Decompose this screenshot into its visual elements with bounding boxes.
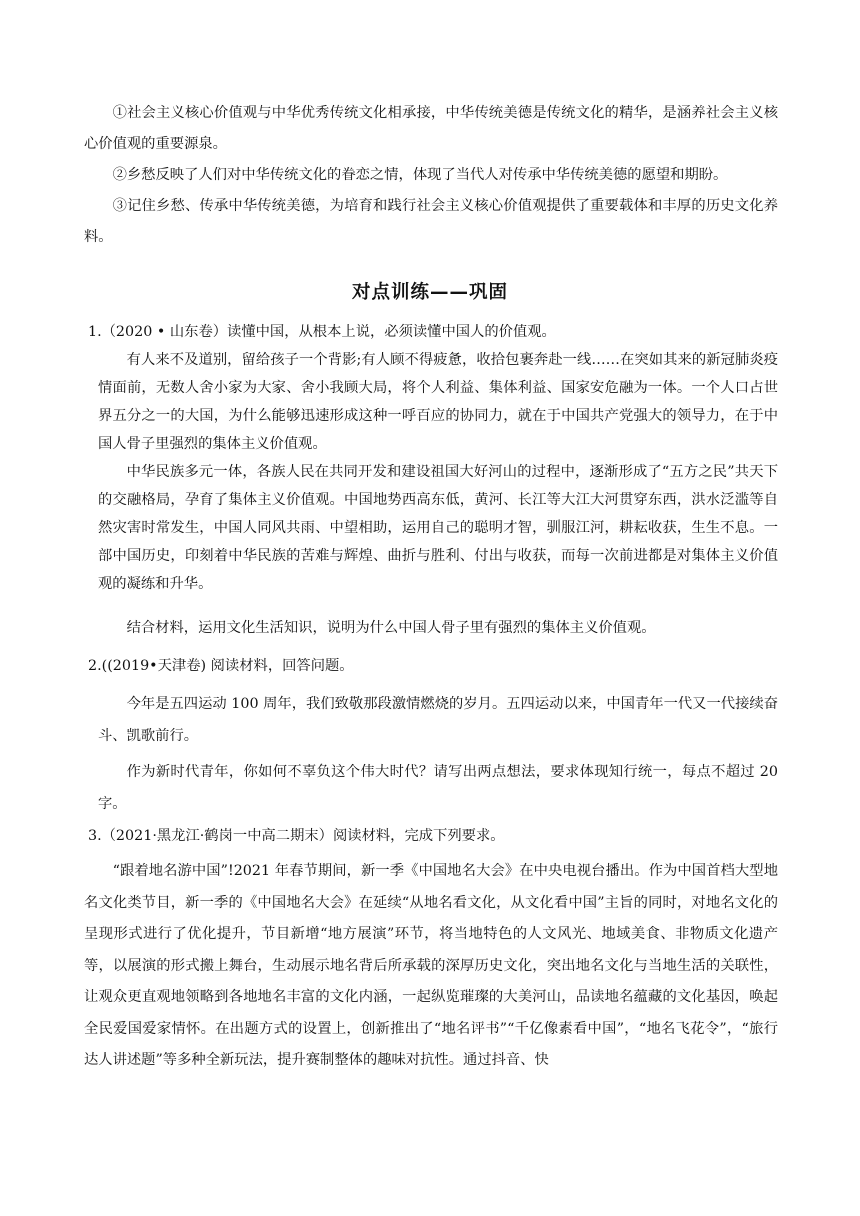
intro-paragraph-3: ③记住乡愁、传承中华传统美德，为培育和践行社会主义核心价值观提供了重要载体和丰厚的历史文化养料。 (84, 198, 778, 245)
intro-paragraph-1: ①社会主义核心价值观与中华优秀传统文化相承接，中华传统美德是传统文化的精华，是涵养社会主义核心价值观的重要源泉。 (84, 105, 778, 152)
question-2-prompt: 作为新时代青年，你如何不辜负这个伟大时代？请写出两点想法，要求体现知行统一，每点不超过 20 字。 (98, 764, 778, 812)
question-2-material: 今年是五四运动 100 周年，我们致敬那段激情燃烧的岁月。五四运动以来，中国青年一代又一代接续奋斗、凯歌前行。 (98, 696, 778, 744)
question-3-material: “跟着地名游中国”!2021 年春节期间，新一季《中国地名大会》在中央电视台播出。作为中国首档大型地名文化类节目，新一季的《中国地名大会》在延续“从地名看文化，从文化看中国”主旨的同时，对地名文化的呈现形式进行了优化提升，节目新增“地方展演”环节，将当地特色的人文风光、地域美食、非物质文化遗产等，以展演的形式搬上舞台，生动展示地名背后所承载的深厚历史文化，突出地名文化与当地生活的关联性，让观众更直观地领略到各地地名丰富的文化内涵，一起纵览璀璨的大美河山，品读地名蕴藏的文化基因，唤起全民爱国爱家情怀。在出题方式的设置上，创新推出了“地名评书”“千亿像素看中国”，“地名飞花令”，“旅行达人讲述题”等多种全新玩法，提升赛制整体的趣味对抗性。通过抖音、快 (84, 863, 778, 1068)
question-1-material-2: 中华民族多元一体，各族人民在共同开发和建设祖国大好河山的过程中，逐渐形成了“五方之民”共天下的交融格局，孕育了集体主义价值观。中国地势西高东低，黄河、长江等大江大河贯穿东西，洪水泛滥等自然灾害时常发生，中国人同风共雨、中望相助，运用自己的聪明才智，驯服江河，耕耘收获，生生不息。一部中国历史，印刻着中华民族的苦难与辉煌、曲折与胜利、付出与收获，而每一次前进都是对集体主义价值观的凝练和升华。 (98, 464, 778, 592)
question-2-stem: 2.((2019•天津卷) 阅读材料，回答问题。 (88, 658, 354, 674)
question-1-prompt: 结合材料，运用文化生活知识，说明为什么中国人骨子里有强烈的集体主义价值观。 (126, 620, 656, 636)
question-3-stem: 3.（2021·黑龙江·鹤岗一中高二期末）阅读材料，完成下列要求。 (88, 828, 505, 844)
section-title: 对点训练——巩固 (351, 282, 508, 303)
question-1-material-1: 有人来不及道别，留给孩子一个背影;有人顾不得疲惫，收拾包裹奔赴一线……在突如其来的新冠肺炎疫情面前，无数人舍小家为大家、舍小我顾大局，将个人利益、集体利益、国家安危融为一体。一个人口占世界五分之一的大国，为什么能够迅速形成这种一呼百应的协同力，就在于中国共产党强大的领导力，在于中国人骨子里强烈的集体主义价值观。 (98, 352, 778, 452)
question-1-stem: 1.（2020 • 山东卷）读懂中国，从根本上说，必须读懂中国人的价值观。 (88, 324, 556, 340)
intro-paragraph-2: ②乡愁反映了人们对中华传统文化的眷恋之情，体现了当代人对传承中华传统美德的愿望和期盼。 (112, 167, 728, 183)
